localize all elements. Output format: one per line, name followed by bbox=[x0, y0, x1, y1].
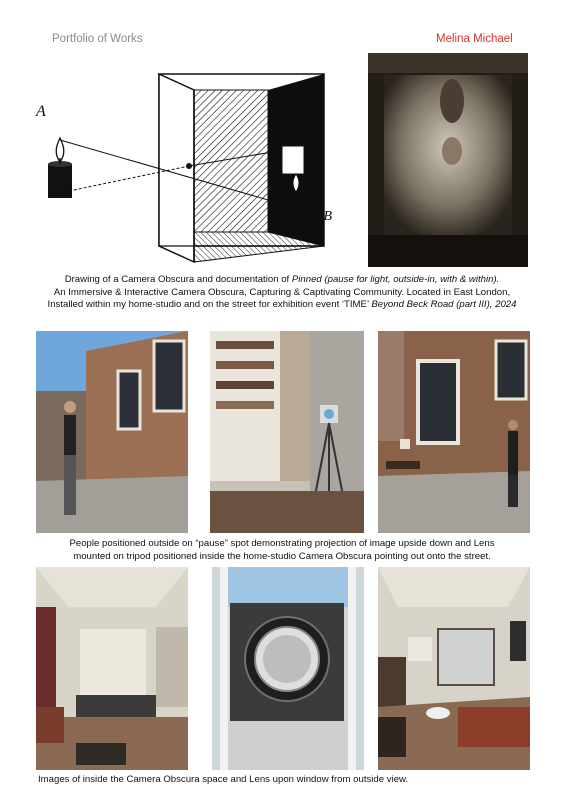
caption-drawing: Drawing of a Camera Obscura and documentation of Pinned (pause for light, outside-in, with & within). An Immersive & Interactive Camera Obscura, Capturing & Captivating Community. Located in East London, Installed within my home-studio and on the street for exhibition event ‘TIME’ Beyond Beck Road (part III), 2024 bbox=[47, 274, 517, 311]
portfolio-title: Portfolio of Works bbox=[52, 33, 143, 45]
tripod-lens-photo bbox=[210, 331, 364, 533]
caption-street: People positioned outside on “pause” spot demonstrating projection of image upside down and Lens mounted on tripod positioned inside the home-studio Camera Obscura pointing out onto the street. bbox=[69, 538, 495, 562]
label-b: B bbox=[323, 209, 332, 224]
street-photo-person bbox=[36, 331, 188, 533]
artist-name: Melina Michael bbox=[436, 33, 513, 45]
interior-room-photo bbox=[36, 567, 188, 770]
label-a: A bbox=[36, 103, 46, 120]
caption-interior: Images of inside the Camera Obscura space and Lens upon window from outside view. bbox=[38, 774, 409, 785]
street-photo-woman bbox=[378, 331, 530, 533]
projection-photo bbox=[368, 53, 528, 267]
camera-obscura-drawing bbox=[34, 66, 334, 266]
interior-window-photo bbox=[378, 567, 530, 770]
lens-window-photo bbox=[212, 567, 364, 770]
